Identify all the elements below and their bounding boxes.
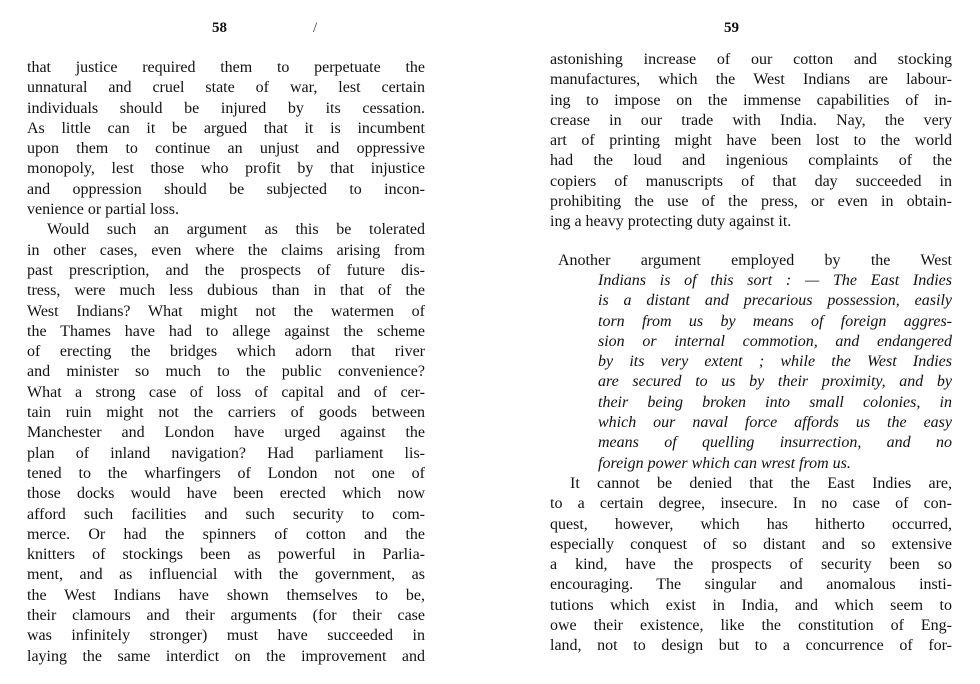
text-line: tutions which exist in India, and which seem to xyxy=(550,596,952,614)
text-line: Manchester and London have urged against the xyxy=(27,424,425,442)
left-page xyxy=(0,0,470,684)
text-line: their being broken into small colonies, in xyxy=(598,393,952,411)
text-line: had the loud and ingenious complaints of the xyxy=(550,152,952,170)
text-line: knitters of stockings been as powerful in Parlia- xyxy=(27,546,425,564)
text-line: of erecting the bridges which adorn that river xyxy=(27,343,425,361)
text-line: which our naval force affords us the easy xyxy=(598,414,952,432)
text-line: manufactures, which the West Indians are labour- xyxy=(550,71,952,89)
text-line: ing a heavy protecting duty against it. xyxy=(550,213,792,231)
text-line: the West Indians have shown themselves to be, xyxy=(27,586,425,604)
text-line: West Indians? What might not the watermen of xyxy=(27,302,425,320)
text-line: that justice required them to perpetuate the xyxy=(27,59,425,76)
text-line: astonishing increase of our cotton and stocking xyxy=(550,51,952,68)
text-line: quest, however, which has hitherto occurred, xyxy=(550,515,952,533)
text-line: the Thames have had to allege against the scheme xyxy=(27,322,425,340)
quoted-argument xyxy=(550,251,952,474)
text-line: in other cases, even where the claims arising from xyxy=(27,241,425,259)
text-line: means of quelling insurrection, and no xyxy=(598,434,952,452)
text-line: is a distant and precarious possession, easily xyxy=(598,292,952,310)
text-line: encouraging. The singular and anomalous insti- xyxy=(550,576,952,594)
text-line: was infinitely stronger) must have succeeded in xyxy=(27,627,425,645)
text-line: Indians is of this sort : — The East Indies xyxy=(598,271,952,289)
paragraph-gap xyxy=(550,233,952,251)
text-line: individuals should be injured by its cessation. xyxy=(27,99,425,117)
text-line: venience or partial loss. xyxy=(27,201,179,219)
text-line: afford such facilities and such security to com- xyxy=(27,505,425,523)
text-line: those docks would have been erected which now xyxy=(27,485,425,503)
page-text xyxy=(550,50,952,657)
text-line: copiers of manuscripts of that day succeeded in xyxy=(550,172,952,190)
text-line: prohibiting the use of the press, or even in obtain- xyxy=(550,193,952,211)
text-line: by its very extent ; while the West Indies xyxy=(598,353,952,371)
text-line: Another argument employed by the West xyxy=(558,251,952,269)
page-text xyxy=(27,58,425,667)
page-number: 59 xyxy=(724,20,739,36)
text-line: unnatural and cruel state of war, lest certain xyxy=(27,79,425,97)
text-line: and minister so much to the public convenience? xyxy=(27,363,425,381)
text-line: foreign power which can wrest from us. xyxy=(598,454,851,472)
text-line: land, not to design but to a concurrence of for- xyxy=(550,637,952,655)
page-number: 58 xyxy=(212,20,227,36)
text-line: As little can it be argued that it is incumbent xyxy=(27,119,425,137)
text-line: It cannot be denied that the East Indies are, xyxy=(570,474,952,492)
text-line: are secured to us by their proximity, and by xyxy=(598,373,952,391)
text-line: sion or internal commotion, and endangered xyxy=(598,332,952,350)
text-line: to a certain degree, insecure. In no case of con- xyxy=(550,495,952,513)
pen-mark: / xyxy=(313,20,318,36)
text-line: past prescription, and the prospects of future dis- xyxy=(27,261,425,279)
text-line: owe their existence, like the constitution of Eng- xyxy=(550,617,952,635)
text-line: ing to impose on the immense capabilities of in- xyxy=(550,91,952,109)
text-line: tress, were much less dubious than in that of the xyxy=(27,282,425,300)
text-line: tened to the wharfingers of London not one of xyxy=(27,464,425,482)
text-line: merce. Or had the spinners of cotton and the xyxy=(27,525,425,543)
text-line: art of printing might have been lost to the world xyxy=(550,132,952,150)
text-line: laying the same interdict on the improvement and xyxy=(27,647,425,665)
text-line: ment, and as influencial with the government, as xyxy=(27,566,425,584)
text-line: torn from us by means of foreign aggres- xyxy=(598,312,952,330)
text-line: their clamours and their arguments (for their case xyxy=(27,607,425,625)
text-line: upon them to continue an unjust and oppressive xyxy=(27,140,425,158)
text-line: especially conquest of so distant and so extensive xyxy=(550,535,952,553)
text-line: Would such an argument as this be tolerated xyxy=(47,221,425,239)
text-line: plan of inland navigation? Had parliament lis- xyxy=(27,444,425,462)
text-line: tain ruin might not the carriers of goods between xyxy=(27,404,425,422)
text-line: a kind, have the prospects of security been so xyxy=(550,556,952,574)
text-line: and oppression should be subjected to incon- xyxy=(27,180,425,198)
right-page xyxy=(490,0,980,684)
text-line: What a strong case of loss of capital and of cer- xyxy=(27,383,425,401)
text-line: monopoly, lest those who profit by that injustice xyxy=(27,160,425,178)
text-line: crease in our trade with India. Nay, the very xyxy=(550,111,952,129)
